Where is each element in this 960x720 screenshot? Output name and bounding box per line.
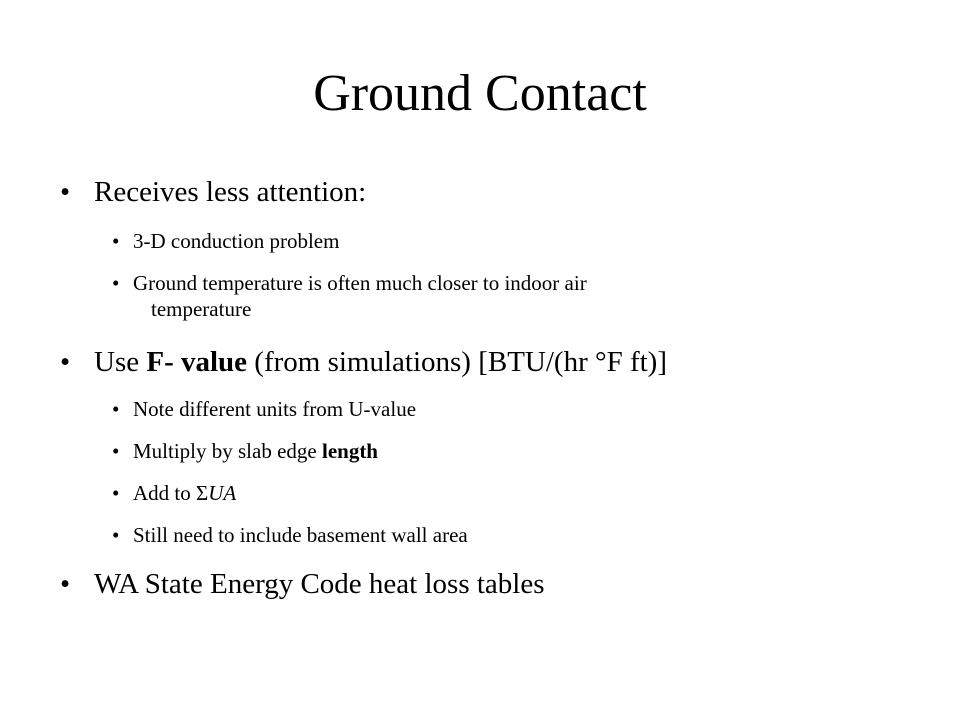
bullet-dot: •: [60, 176, 71, 208]
bullet-dot: •: [112, 229, 120, 253]
slide-title: Ground Contact: [313, 65, 647, 122]
bullet-dot: •: [60, 346, 71, 378]
sub-bullet-multiply-length: [112, 438, 853, 464]
sub-bullet-add-to-sum-ua: [112, 480, 853, 506]
sub-bullet-line-2: temperature: [151, 297, 252, 321]
bullet-text: [94, 345, 667, 379]
bold-term: F- value: [146, 346, 248, 378]
text-run: (from simulations) [BTU/(hr °F ft)]: [247, 346, 667, 378]
sub-bullet-basement-wall: [112, 522, 853, 548]
bullet-dot: •: [112, 439, 120, 463]
bold-term: length: [321, 439, 378, 463]
sub-bullet-text: Note different units from U-value: [133, 397, 417, 421]
bullet-text: WA State Energy Code heat loss tables: [94, 568, 545, 600]
bullet-dot: •: [112, 271, 120, 295]
sigma-symbol: Σ: [196, 481, 209, 505]
bullet-dot: •: [112, 481, 120, 505]
sub-bullet-text: Still need to include basement wall area: [133, 523, 468, 547]
sub-bullet-note-units: [112, 396, 853, 422]
sub-bullet-text: 3-D conduction problem: [133, 229, 340, 253]
bullet-dot: •: [60, 568, 71, 600]
bullet-dot: •: [112, 523, 120, 547]
bullet-dot: •: [112, 397, 120, 421]
bullet-text: Receives less attention:: [94, 176, 367, 208]
sub-bullet-3d-conduction: [112, 228, 853, 254]
text-run: Multiply by slab edge: [133, 439, 322, 463]
sub-bullet-text: [133, 270, 853, 322]
sub-bullet-text: [133, 480, 853, 506]
sub-bullet-text: [133, 438, 853, 464]
italic-term: UA: [208, 481, 237, 505]
text-run: Use: [94, 346, 147, 378]
sub-bullet-ground-temperature: [112, 270, 853, 322]
sub-bullet-line-1: Ground temperature is often much closer to indoor air: [133, 271, 587, 295]
text-run: Add to: [133, 481, 196, 505]
